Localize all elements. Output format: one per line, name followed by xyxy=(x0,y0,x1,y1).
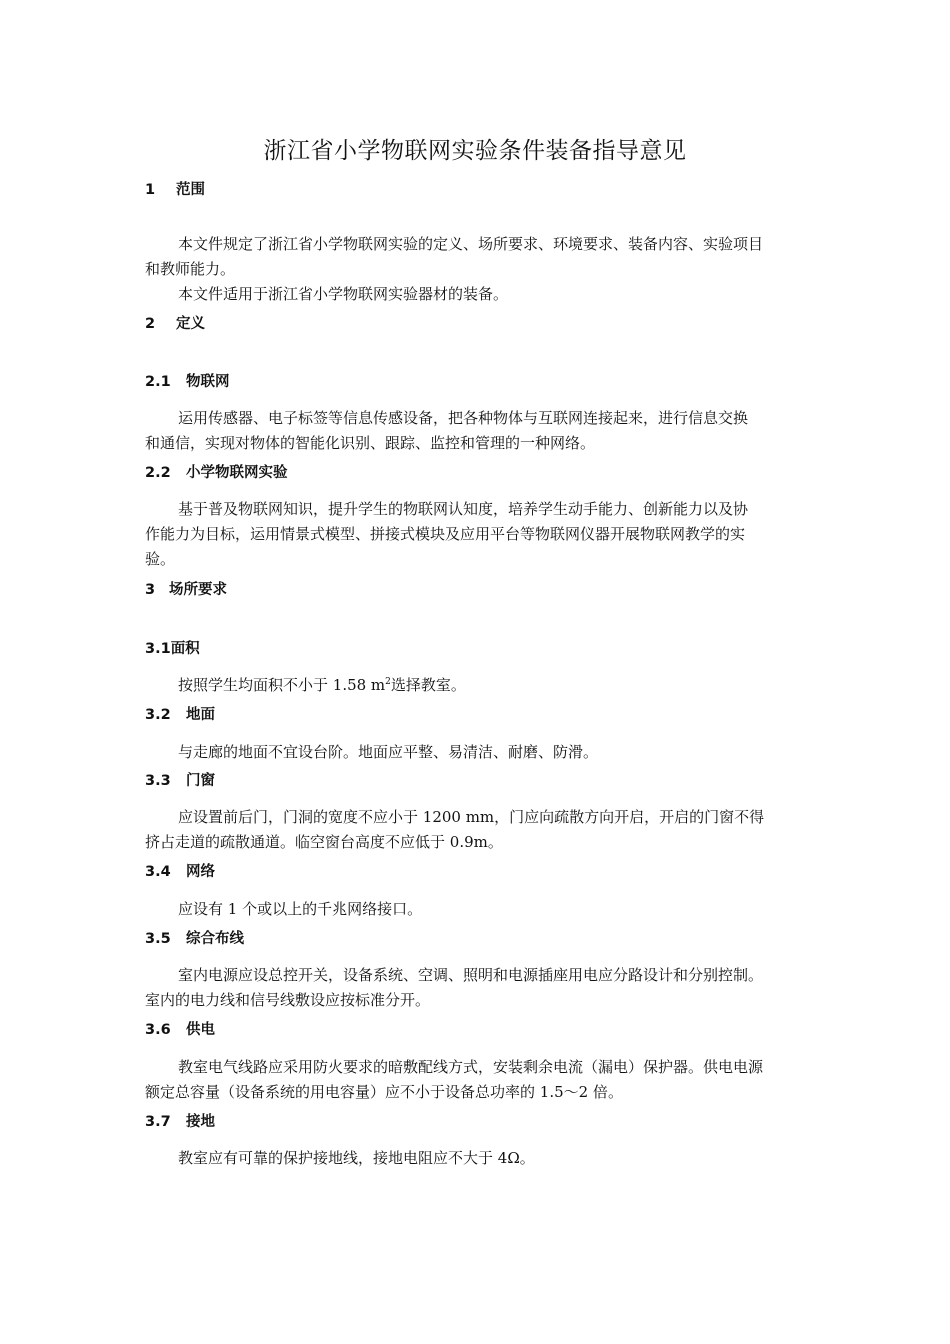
section-heading-3-7 xyxy=(145,1110,215,1131)
section-number: 3.5 xyxy=(145,931,171,947)
paragraph-line: 应设有 1 个或以上的千兆网络接口。 xyxy=(178,900,423,918)
section-number: 2.2 xyxy=(145,465,171,481)
paragraph-line: 作能力为目标，运用情景式模型、拼接式模块及应用平台等物联网仪器开展物联网教学的实 xyxy=(145,525,746,543)
paragraph-line: 本文件规定了浙江省小学物联网实验的定义、场所要求、环境要求、装备内容、实验项目 xyxy=(178,235,764,253)
section-number: 3.1 xyxy=(145,641,171,657)
paragraph-line: 教室电气线路应采用防火要求的暗敷配线方式，安装剩余电流（漏电）保护器。供电电源 xyxy=(178,1058,764,1076)
paragraph-line: 挤占走道的疏散通道。临空窗台高度不应低于 0.9m。 xyxy=(145,833,503,851)
section-heading-3-3 xyxy=(145,769,215,790)
section-number: 3.6 xyxy=(145,1022,171,1038)
paragraph-line xyxy=(145,673,810,698)
section-heading-3-2 xyxy=(145,703,215,724)
section-title: 范围 xyxy=(176,182,205,198)
section-title: 物联网 xyxy=(186,374,230,390)
paragraph-line: 验。 xyxy=(145,550,176,568)
paragraph-line: 室内的电力线和信号线敷设应按标准分开。 xyxy=(145,991,431,1009)
paragraph-cabling xyxy=(145,963,810,1013)
section-heading-2 xyxy=(145,312,205,333)
paragraph-line: 和教师能力。 xyxy=(145,260,236,278)
section-number: 3.7 xyxy=(145,1114,171,1130)
paragraph-line: 本文件适用于浙江省小学物联网实验器材的装备。 xyxy=(178,285,509,303)
section-heading-3 xyxy=(145,578,227,599)
section-heading-3-5 xyxy=(145,927,244,948)
area-text: 按照学生均面积不小于 1.58 m xyxy=(178,676,386,694)
section-heading-3-4 xyxy=(145,860,215,881)
paragraph-iot-definition xyxy=(145,406,810,456)
area-text-end: 选择教室。 xyxy=(390,676,466,694)
paragraph-area xyxy=(145,673,810,698)
section-heading-2-2 xyxy=(145,461,288,482)
section-title: 网络 xyxy=(186,864,215,880)
paragraph-doors-windows xyxy=(145,805,810,855)
paragraph-line: 应设置前后门，门洞的宽度不应小于 1200 mm，门应向疏散方向开启，开启的门窗不得 xyxy=(178,808,765,826)
section-title: 综合布线 xyxy=(186,931,244,947)
paragraph-line: 运用传感器、电子标签等信息传感设备，把各种物体与互联网连接起来，进行信息交换 xyxy=(178,409,749,427)
section-number: 3.3 xyxy=(145,773,171,789)
section-title: 定义 xyxy=(176,316,205,332)
section-number: 3 xyxy=(145,582,156,598)
paragraph-line: 与走廊的地面不宜设台阶。地面应平整、易清洁、耐磨、防滑。 xyxy=(178,743,599,761)
document-title: 浙江省小学物联网实验条件装备指导意见 xyxy=(263,138,687,164)
paragraph-line: 基于普及物联网知识，提升学生的物联网认知度，培养学生动手能力、创新能力以及协 xyxy=(178,500,749,518)
paragraph-line: 教室应有可靠的保护接地线，接地电阻应不大于 4Ω。 xyxy=(178,1149,535,1167)
section-heading-3-1 xyxy=(145,637,200,658)
section-heading-1 xyxy=(145,178,205,199)
paragraph-network xyxy=(145,897,810,922)
section-title: 供电 xyxy=(186,1022,215,1038)
paragraph-power-supply xyxy=(145,1055,810,1105)
section-title: 地面 xyxy=(186,707,215,723)
section-number: 3.4 xyxy=(145,864,171,880)
paragraph-grounding xyxy=(145,1146,810,1171)
section-number: 2 xyxy=(145,316,156,332)
section-heading-3-6 xyxy=(145,1018,215,1039)
superscript: 2 xyxy=(385,677,391,687)
section-heading-2-1 xyxy=(145,370,230,391)
section-number: 3.2 xyxy=(145,707,171,723)
section-title: 面积 xyxy=(170,641,200,657)
section-title: 接地 xyxy=(186,1114,215,1130)
paragraph-line: 和通信，实现对物体的智能化识别、跟踪、监控和管理的一种网络。 xyxy=(145,434,596,452)
section-title: 小学物联网实验 xyxy=(186,465,288,481)
section-number: 2.1 xyxy=(145,374,171,390)
section-title: 门窗 xyxy=(186,773,215,789)
paragraph-line: 额定总容量（设备系统的用电容量）应不小于设备总功率的 1.5～2 倍。 xyxy=(145,1083,623,1101)
paragraph-scope xyxy=(145,232,810,307)
paragraph-line: 室内电源应设总控开关，设备系统、空调、照明和电源插座用电应分路设计和分别控制。 xyxy=(178,966,764,984)
paragraph-iot-experiment xyxy=(145,497,810,572)
section-number: 1 xyxy=(145,182,156,198)
section-title: 场所要求 xyxy=(169,582,227,598)
paragraph-floor xyxy=(145,740,810,765)
